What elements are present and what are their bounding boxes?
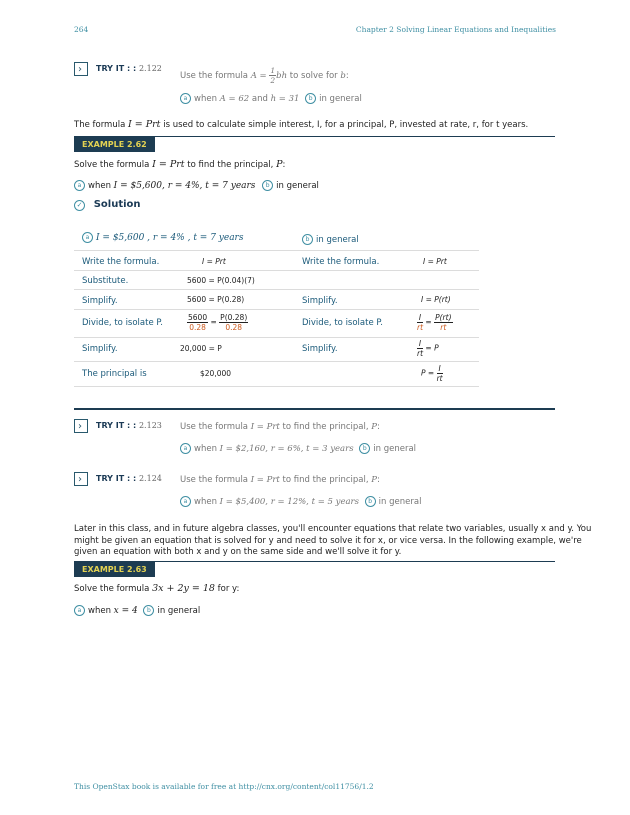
row-label: The principal is xyxy=(82,369,147,379)
chevron-right-icon: › xyxy=(78,64,82,75)
row-value: 5600 = P(0.28) xyxy=(187,295,245,304)
row-value: 5600 = P(0.04)(7) xyxy=(187,276,255,285)
part-b-marker: b xyxy=(305,93,316,104)
row-value: P = $\frac{I}{rt}$ xyxy=(421,364,443,383)
row-value: I = Prt xyxy=(423,257,447,266)
row-value: 20,000 = P xyxy=(180,344,222,353)
try-it-toggle-button[interactable] xyxy=(74,472,88,486)
row-label: Simplify. xyxy=(82,296,118,306)
part-a-marker: a xyxy=(74,180,85,191)
solution-heading: ✓ Solution xyxy=(74,199,141,211)
row-label: Write the formula. xyxy=(82,257,160,267)
check-circle-icon: ✓ xyxy=(74,200,85,211)
row-label: Simplify. xyxy=(82,344,118,354)
try-it-toggle-button[interactable] xyxy=(74,419,88,433)
part-b-marker: b xyxy=(143,605,154,616)
row-label: Substitute. xyxy=(82,276,129,286)
example-2-63-prompt: Solve the formula 3x + 2y = 18 for y: xyxy=(74,583,240,594)
row-value: I = Prt xyxy=(202,257,226,266)
row-label: Simplify. xyxy=(302,296,338,306)
row-label: Write the formula. xyxy=(302,257,380,267)
col-a-head: a I = $5,600 , r = 4% , t = 7 years xyxy=(82,232,243,243)
try-it-2-prompt: Use the formula I = Prt to find the principal, P: xyxy=(180,422,380,432)
row-label: Divide, to isolate P. xyxy=(302,318,383,328)
example-2-63-tag: EXAMPLE 2.63 xyxy=(74,562,155,577)
row-value: $\frac{I}{rt}$ = P xyxy=(417,339,439,358)
row-label: Divide, to isolate P. xyxy=(82,318,163,328)
paragraph: Later in this class, and in future algebra classes, you'll encounter equations that relate two variables, usually x and y. You might be given an equation that is solved for y and need to solve it for x, or vice versa. In the following example, we're given an equation with both x and y on the same side and we'll solve it for y. xyxy=(74,524,592,557)
col-b-head: b in general xyxy=(302,234,359,245)
example-2-62-parts: a when I = $5,600, r = 4%, t = 7 years b in general xyxy=(74,180,556,193)
try-it-toggle-button[interactable] xyxy=(74,62,88,76)
part-a-marker: a xyxy=(82,232,93,243)
try-it-2-parts: a when I = $2,160, r = 6%, t = 3 years b in general xyxy=(180,443,416,454)
footer-link[interactable]: This OpenStax book is available for free at http://cnx.org/content/col11756/1.2 xyxy=(74,782,374,791)
part-a-marker: a xyxy=(180,496,191,507)
row-value: $\frac{5600}{0.28}$ = $\frac{P(0.28)}{0.28}$ xyxy=(188,313,248,332)
try-it-1-parts: a when A = 62 and h = 31 b in general xyxy=(180,93,362,104)
part-a-marker: a xyxy=(180,443,191,454)
try-it-3-prompt: Use the formula I = Prt to find the principal, P: xyxy=(180,475,380,485)
page-number: 264 xyxy=(74,25,89,34)
row-label: Simplify. xyxy=(302,344,338,354)
chapter-title: Chapter 2 Solving Linear Equations and Inequalities xyxy=(355,25,556,34)
try-it-3-parts: a when I = $5,400, r = 12%, t = 5 years b in general xyxy=(180,496,421,507)
row-value: $\frac{I}{rt}$ = $\frac{P(rt)}{rt}$ xyxy=(417,313,452,332)
example-end-divider xyxy=(74,408,555,410)
example-2-62-prompt: Solve the formula I = Prt to find the principal, P: xyxy=(74,159,286,170)
row-value: I = P(rt) xyxy=(421,295,451,304)
intro-sentence: The formula I = Prt is used to calculate simple interest, I, for a principal, P, invested at rate, r, for t years. xyxy=(74,119,529,130)
example-2-62-tag: EXAMPLE 2.62 xyxy=(74,137,155,152)
chevron-right-icon: › xyxy=(78,421,82,432)
part-a-marker: a xyxy=(180,93,191,104)
example-2-63-parts: a when x = 4 b in general xyxy=(74,605,556,618)
chevron-right-icon: › xyxy=(78,474,82,485)
part-b-marker: b xyxy=(365,496,376,507)
part-b-marker: b xyxy=(359,443,370,454)
part-b-marker: b xyxy=(302,234,313,245)
try-it-1-prompt: Use the formula A = $\frac{1}{2}$ bh to solve for b: xyxy=(180,66,349,85)
part-b-marker: b xyxy=(262,180,273,191)
part-a-marker: a xyxy=(74,605,85,616)
row-value: $20,000 xyxy=(200,369,232,378)
